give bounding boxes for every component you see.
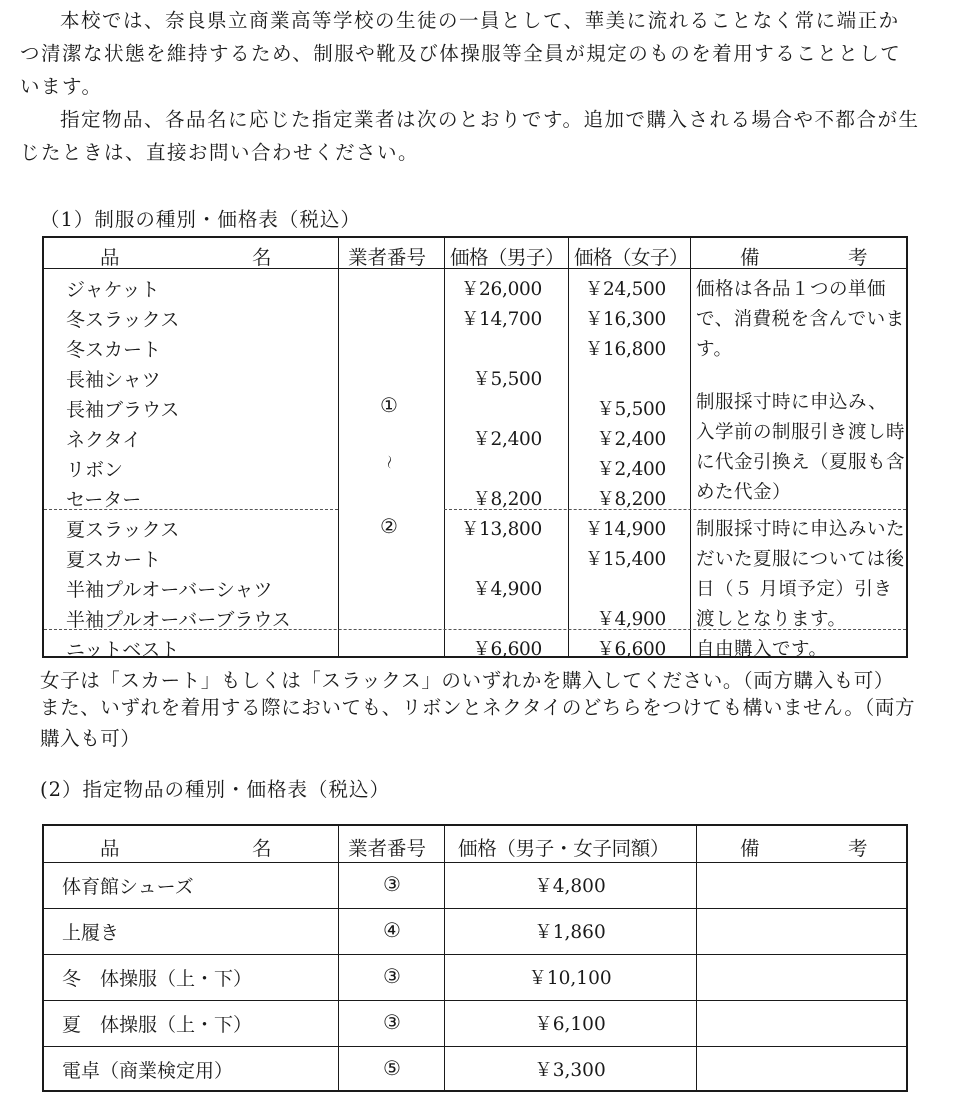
intro-paragraph-2: 指定物品、各品名に応じた指定業者は次のとおりです。追加で購入される場合や不都合が生じたときは、直接お問い合わせください。 (20, 108, 920, 164)
price-male: ￥4,900 (472, 579, 542, 600)
remark-summer-order: 制服採寸時に申込みいただいた夏服については後日（５ 月頃予定）引き渡しとなります。 (696, 519, 906, 630)
item-name: 冬 体操服（上・下） (62, 968, 253, 990)
table-row-name: 半袖プルオーバーブラウス (66, 609, 291, 631)
table-row-name: 長袖ブラウス (66, 399, 180, 421)
price-male: ￥2,400 (472, 429, 542, 450)
table-row-name: リボン (66, 459, 124, 481)
vendor-number: ③ (383, 964, 401, 988)
price-male: ￥13,800 (460, 519, 542, 540)
price-male: ￥6,600 (472, 639, 542, 660)
table-row-name: セーター (66, 489, 142, 511)
header-name-b: 名 (252, 246, 272, 269)
price-female: ￥16,800 (584, 339, 666, 360)
item-price: ￥3,300 (534, 1060, 606, 1081)
item-name: 上履き (62, 922, 120, 944)
table-row-name: 夏スラックス (66, 519, 180, 541)
table2-title: (2）指定物品の種別・価格表（税込） (40, 778, 391, 801)
item-name: 夏 体操服（上・下） (62, 1014, 253, 1036)
table-row-name: 夏スカート (66, 549, 162, 571)
vendor-number: ④ (383, 918, 401, 942)
item-name: 電卓（商業検定用） (62, 1060, 234, 1082)
table-row-name: ジャケット (66, 279, 160, 301)
table-row-name: 長袖シャツ (66, 369, 161, 391)
table-row-name: 半袖プルオーバーシャツ (66, 579, 273, 601)
item-price: ￥6,100 (534, 1014, 606, 1035)
price-female: ￥8,200 (596, 489, 666, 510)
table1-title: （1）制服の種別・価格表（税込） (40, 208, 361, 231)
price-female: ￥2,400 (596, 429, 666, 450)
table-row-name: 冬スラックス (66, 309, 180, 331)
t2-header-vendor: 業者番号 (348, 837, 427, 860)
vendor-number: ③ (383, 1010, 401, 1034)
price-female: ￥16,300 (584, 309, 666, 330)
price-female: ￥6,600 (596, 639, 666, 660)
header-price-female: 価格（女子） (574, 246, 689, 269)
header-name-a: 品 (100, 246, 120, 269)
vendor-number: ⑤ (383, 1056, 401, 1080)
price-female: ￥5,500 (596, 399, 666, 420)
table-row-name: ネクタイ (66, 429, 142, 451)
note-ribbon-or-tie: また、いずれを着用する際においても、リボンとネクタイのどちらをつけても構いません。（両方購入も可） (40, 696, 916, 750)
price-male: ￥8,200 (472, 489, 542, 510)
price-male: ￥26,000 (460, 279, 542, 300)
note-skirt-or-slacks: 女子は「スカート」もしくは「スラックス」のいずれかを購入してください。（両方購入も可） (40, 669, 894, 692)
vendor-range-mark: 〜 (380, 455, 396, 469)
header-remarks-a: 備 (740, 246, 760, 269)
price-female: ￥14,900 (584, 519, 666, 540)
vendor-number: ③ (383, 872, 401, 896)
item-name: 体育館シューズ (62, 876, 194, 898)
header-price-male: 価格（男子） (450, 246, 565, 269)
t2-header-name-b: 名 (252, 837, 272, 860)
supplies-price-table (42, 824, 908, 1092)
header-vendor: 業者番号 (348, 246, 427, 269)
remark-winter-order: 制服採寸時に申込み、入学前の制服引き渡し時に代金引換え（夏服も含めた代金） (696, 392, 906, 503)
price-female: ￥15,400 (584, 549, 666, 570)
t2-header-price: 価格（男子・女子同額） (458, 837, 670, 860)
price-female: ￥4,900 (596, 609, 666, 630)
price-male: ￥5,500 (472, 369, 542, 390)
price-female: ￥24,500 (584, 279, 666, 300)
vendor-number-from: ① (380, 393, 398, 417)
t2-header-name-a: 品 (100, 837, 120, 860)
t2-header-remarks-b: 考 (848, 837, 868, 860)
price-female: ￥2,400 (596, 459, 666, 480)
item-price: ￥10,100 (528, 968, 612, 989)
vendor-number-to: ② (380, 514, 398, 538)
intro-paragraph-1: 本校では、奈良県立商業高等学校の生徒の一員として、華美に流れることなく常に端正かつ清潔な状態を維持するため、制服や靴及び体操服等全員が規定のものを着用することとしています。 (20, 9, 902, 98)
table-row-name: ニットベスト (66, 639, 180, 661)
uniform-price-table (42, 236, 908, 661)
t2-header-remarks-a: 備 (740, 837, 760, 860)
item-price: ￥4,800 (534, 876, 606, 897)
remark-unit-price: 価格は各品１つの単価で、消費税を含んでいます。 (696, 279, 905, 360)
header-remarks-b: 考 (848, 246, 868, 269)
item-price: ￥1,860 (534, 922, 606, 943)
price-male: ￥14,700 (460, 309, 542, 330)
remark-optional: 自由購入です。 (696, 639, 828, 660)
table-row-name: 冬スカート (66, 339, 162, 361)
